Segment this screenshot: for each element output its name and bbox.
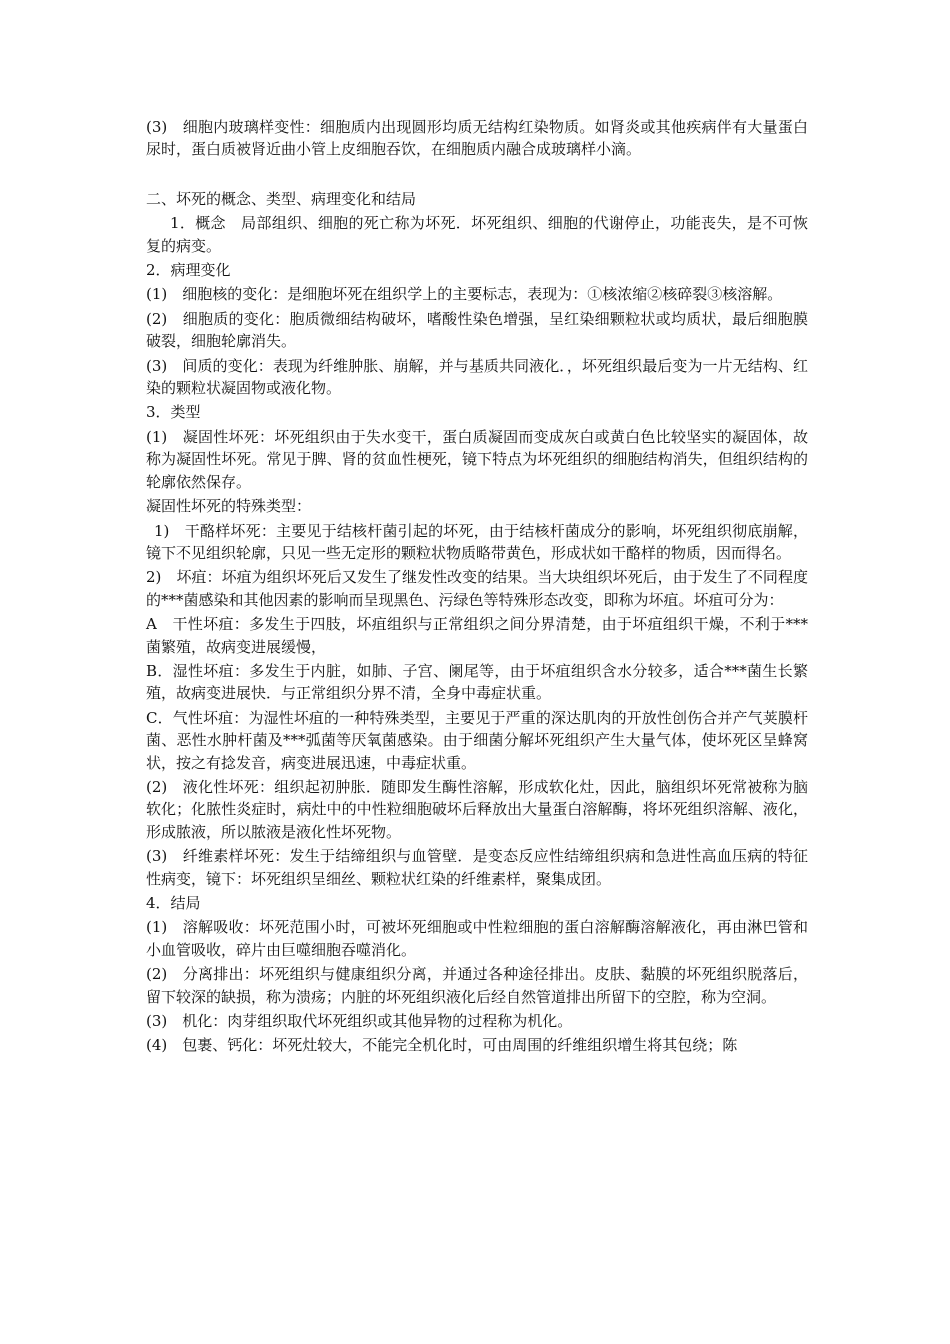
paragraph-fibrinoid-necrosis: (3) 纤维素样坏死：发生于结缔组织与血管壁．是变态反应性结缔组织病和急进性高血压病的特征性病变，镜下：坏死组织呈细丝、颗粒状红染的纤维素样，聚集成团。 [146, 847, 808, 888]
document-page [146, 116, 808, 1059]
section-heading-necrosis: 二、坏死的概念、类型、病理变化和结局 [146, 189, 417, 208]
paragraph-absorption: (1) 溶解吸收：坏死范围小时，可被坏死细胞或中性粒细胞的蛋白溶解酶溶解液化，再由淋巴管和小血管吸收，碎片由巨噬细胞吞噬消化。 [146, 918, 808, 959]
paragraph-organization: (3) 机化：肉芽组织取代坏死组织或其他异物的过程称为机化。 [146, 1012, 573, 1031]
paragraph-coagulative-necrosis: (1) 凝固性坏死：坏死组织由于失水变干，蛋白质凝固而变成灰白或黄白色比较坚实的凝固体，故称为凝固性坏死。常见于脾、肾的贫血性梗死，镜下特点为坏死组织的细胞结构消失，但组织结构的轮廓依然保存。 [146, 427, 808, 491]
subheading-outcome: 4．结局 [146, 894, 201, 912]
paragraph-nucleus-change: (1) 细胞核的变化：是细胞坏死在组织学上的主要标志，表现为：①核浓缩②核碎裂③核溶解。 [146, 285, 783, 304]
paragraph-gas-gangrene: C．气性坏疽：为湿性坏疽的一种特殊类型，主要见于严重的深达肌肉的开放性创伤合并产气荚膜杆菌、恶性水肿杆菌及***弧菌等厌氧菌感染。由于细菌分解坏死组织产生大量气体，使坏死区呈蜂窝状，按之有捻发音，病变进展迅速，中毒症状重。 [146, 708, 808, 772]
paragraph-caseous-necrosis: 1) 干酪样坏死：主要见于结核杆菌引起的坏死，由于结核杆菌成分的影响，坏死组织彻底崩解，镜下不见组织轮廓，只见一些无定形的颗粒状物质略带黄色，形成状如干酪样的物质，因而得名。 [146, 521, 808, 562]
paragraph-separation: (2) 分离排出：坏死组织与健康组织分离，并通过各种途径排出。皮肤、黏膜的坏死组织脱落后，留下较深的缺损，称为溃疡；内脏的坏死组织液化后经自然管道排出所留下的空腔，称为空洞。 [146, 965, 808, 1006]
paragraph-concept: 1．概念 局部组织、细胞的死亡称为坏死．坏死组织、细胞的代谢停止，功能丧失，是不可恢复的病变。 [146, 214, 808, 255]
subheading-types: 3．类型 [146, 403, 201, 422]
paragraph-intracellular-hyaline: (3) 细胞内玻璃样变性：细胞质内出现圆形均质无结构红染物质。如肾炎或其他疾病伴有大量蛋白尿时，蛋白质被肾近曲小管上皮细胞吞饮，在细胞质内融合成玻璃样小滴。 [146, 118, 808, 159]
paragraph-liquefactive-necrosis: (2) 液化性坏死：组织起初肿胀．随即发生酶性溶解，形成软化灶，因此，脑组织坏死常被称为脑软化；化脓性炎症时，病灶中的中性粒细胞破坏后释放出大量蛋白溶解酶，将坏死组织溶解、液化，形成脓液，所以脓液是液化性坏死物。 [146, 777, 808, 841]
paragraph-cytoplasm-change: (2) 细胞质的变化：胞质微细结构破坏，嗜酸性染色增强，呈红染细颗粒状或均质状，最后细胞膜破裂，细胞轮廓消失。 [146, 309, 808, 351]
paragraph-wet-gangrene: B．湿性坏疽：多发生于内脏，如肺、子宫、阑尾等，由于坏疽组织含水分较多，适合***菌生长繁殖，故病变进展快．与正常组织分界不清，全身中毒症状重。 [146, 661, 808, 703]
paragraph-dry-gangrene: A 干性坏疽：多发生于四肢，坏疽组织与正常组织之间分界清楚，由于坏疽组织干燥，不利于***菌繁殖，故病变进展缓慢， [146, 615, 808, 656]
paragraph-gangrene: 2) 坏疽：坏疽为组织坏死后又发生了继发性改变的结果。当大块组织坏死后，由于发生了不同程度的***菌感染和其他因素的影响而呈现黑色、污绿色等特殊形态改变，即称为坏疽。坏疽可分为： [146, 568, 808, 609]
paragraph-gap [146, 163, 808, 188]
paragraph-interstitial-change: (3) 间质的变化：表现为纤维肿胀、崩解，并与基质共同液化．，坏死组织最后变为一片无结构、红染的颗粒状凝固物或液化物。 [146, 356, 808, 398]
subheading-pathological-change: 2．病理变化 [146, 261, 231, 280]
paragraph-special-types: 凝固性坏死的特殊类型： [146, 497, 312, 516]
paragraph-encapsulation: (4) 包裹、钙化：坏死灶较大，不能完全机化时，可由周围的纤维组织增生将其包绕；陈 [146, 1036, 738, 1055]
